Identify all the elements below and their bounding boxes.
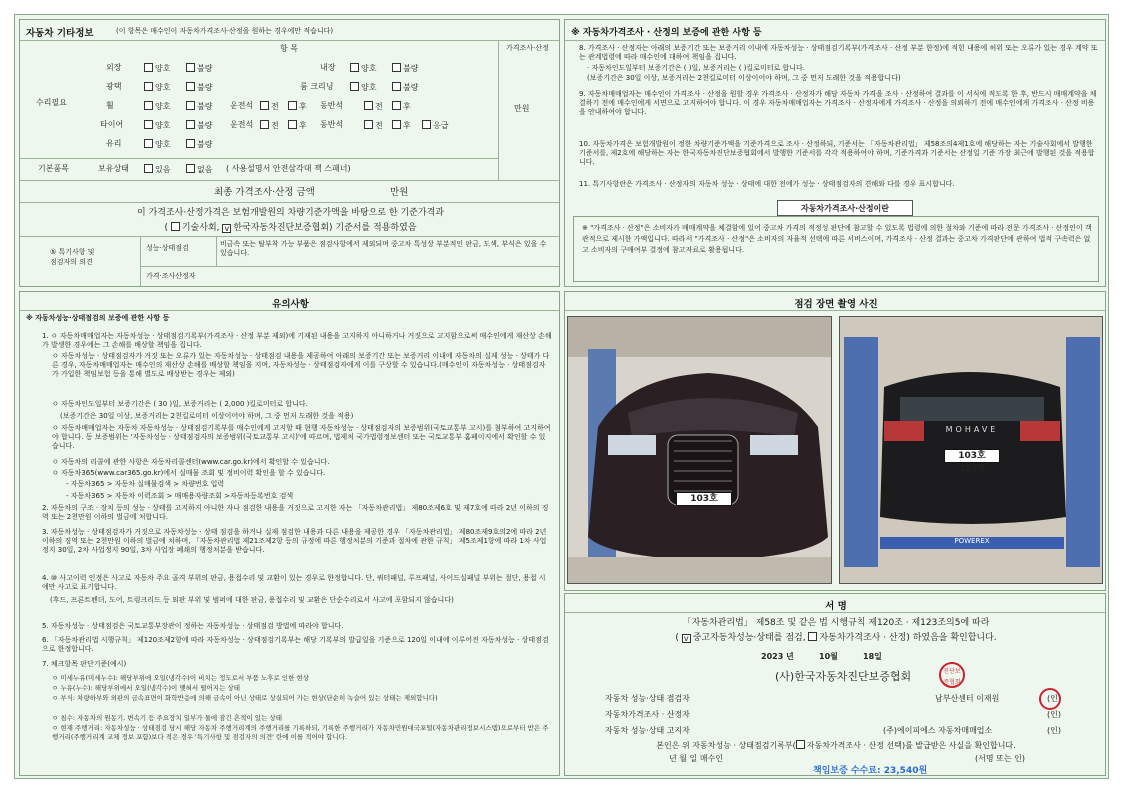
possession-yes[interactable]: 있음 — [144, 164, 170, 175]
warranty-panel — [564, 19, 1106, 287]
gloss-bad[interactable]: 불량 — [186, 82, 212, 93]
definition-box — [573, 216, 1099, 282]
basis-opt1-checkbox[interactable] — [171, 222, 180, 231]
inspection-record-page — [14, 14, 1109, 779]
room-clean-good[interactable]: 양호 — [350, 82, 376, 93]
basic-items: ( 사용설명서 안전삼각대 잭 스패너) — [226, 164, 351, 173]
caution-item1c: ㅇ 자동차인도일부터 보증기간은 ( 30 )일, 보증거리는 ( 2,000 )킬로미터로 합니다. — [52, 400, 308, 408]
caution-item1f: ㅇ 자동차의 리콜에 관한 사항은 자동차리콜센터(www.car.go.kr)에서 확인할 수 있습니다. — [52, 458, 330, 466]
role1-name: 남부산센터 이재원 — [935, 694, 1000, 703]
caution-item2: 2. 자동차의 구조 · 장치 등의 성능 · 상태를 고지하지 아니한 자나 점검한 내용을 거짓으로 고지한 자는 「자동차관리법」 제80조제6호 및 제7호에 따라 2년 이하의 징역 또는 2천만원 이하의 벌금에 처합니다. — [42, 504, 549, 521]
caution-item7d: ㅇ 침수: 자동차의 원동기, 변속기 등 주요장치 일부가 물에 잠긴 흔적이 있는 상태 — [52, 714, 282, 722]
org-name: (사)한국자동차진단보증협회 — [775, 670, 912, 683]
wheel-bad[interactable]: 불량 — [186, 101, 212, 112]
other-info-note: (이 항목은 매수인이 자동차가격조사·산정을 원하는 경우에만 적습니다) — [116, 27, 334, 35]
warranty-item9: 9. 자동차매매업자는 매수인이 가격조사 · 산정을 원할 경우 가격조사 · 산정자가 해당 자동차 가격을 조사 · 산정하여 결과를 이 서식에 적도록 한 후, 반드시 매매계약을 체결하기 전에 매수인에게 서면으로 고지하여야 합니다. 이 경우 자동차매매업자는 가격조사 · 산정자에게 가격조사 · 산정을 의뢰하기 전에 매수인에게 가격조사 · 산정 비용을 안내하여야 합니다. — [579, 90, 1097, 116]
row-gloss: 광택 — [106, 82, 122, 91]
price-check-label: 가격·조사산정자 — [146, 272, 196, 280]
row-wheel: 휠 — [106, 101, 114, 110]
role1-seal: (인) — [1047, 694, 1061, 703]
law-line: 「자동차관리법」 제58조 및 같은 법 시행규칙 제120조 · 제123조의5에 따라 — [682, 618, 990, 628]
check-line: ( v중고자동차성능·상태를 점검, 자동차가격조사 · 산정) 하였음을 확인합니다. — [565, 632, 1106, 643]
caution-item4: 4. ⑩ 사고이력 인정은 사고로 자동차 주요 골격 부위의 판금, 용접수리 및 교환이 있는 경우로 한정합니다. 단, 쿼터패널, 루프패널, 사이드실패널 부위는 절단, 용접 시에만 사고로 표기합니다. — [42, 574, 546, 591]
warranty-title: ※ 자동차가격조사 · 산정의 보증에 관한 사항 등 — [571, 28, 762, 38]
caution-item1b: ㅇ 자동차성능 · 상태점검자가 거짓 또는 오류가 있는 자동차성능 · 상태점검 내용을 제공하여 아래의 보증기간 또는 보증거리 이내에 자동차의 실제 성능 · 상태가 다른 경우, 자동차매매업자는 매수인의 재산상 손해를 배상할 책임을 지며, 자동차성능 · 상태점검자에게 이를 구상할 수 있습니다.(매수인이 자동차성능 · 상태점검자가 가입한 책임보험 등을 통해 별도로 배상받는 경우는 제외) — [52, 352, 550, 378]
row-exterior: 외장 — [106, 63, 122, 72]
warranty-item8: 8. 가격조사 · 산정자는 아래의 보증기간 또는 보증거리 이내에 자동차성능 · 상태점검기록부(가격조사 · 산정 부분 한정)에 적힌 내용에 허위 또는 오류가 있는 경우 계약 또는 관계법령에 따라 매수인에 대하여 책임을 집니다. — [579, 44, 1098, 61]
caution-panel — [19, 291, 560, 776]
warranty-item8-sub2: (보증기간은 30일 이상, 보증거리는 2천킬로미터 이상이어야 하며, 그 중 먼저 도래한 것을 적용합니다) — [587, 74, 901, 82]
tire-driver-rear[interactable]: 후 — [288, 120, 307, 131]
wheel-good[interactable]: 양호 — [144, 101, 170, 112]
other-info-panel — [19, 19, 560, 287]
wheel-passenger-label: 동반석 — [320, 101, 344, 110]
col-item: 항 목 — [280, 44, 298, 53]
interior-bad[interactable]: 불량 — [392, 63, 418, 74]
room-clean-bad[interactable]: 불량 — [392, 82, 418, 93]
special-label2: 점검자의 의견 — [50, 258, 93, 266]
row-tire: 타이어 — [100, 120, 124, 129]
warranty-item11: 11. 특기사항란은 가격조사 · 산정자의 자동차 성능 · 상태에 대한 전에가 성능 · 상태점검자의 견해와 다를 경우 표시합니다. — [579, 180, 955, 188]
final-price-unit: 만원 — [390, 187, 409, 198]
front-plate: 103호 2870 — [676, 492, 732, 506]
tire-passenger-rear[interactable]: 후 — [392, 120, 411, 131]
wheel-passenger-front[interactable]: 전 — [364, 101, 383, 112]
photos-title: 점검 장면 촬영 사진 — [794, 299, 878, 310]
date-day: 18일 — [863, 652, 882, 661]
caution-item7e: ㅇ 현재 주행거리: 자동차성능 · 상태점검 당시 해당 자동차 주행거리계의 주행거리를 기록하되, 기록한 주행거리가 자동차민원대국포털(자동차관리정보시스템)으로부터 받은 주행거리(주행거리계 교체 정보 포함)보다 적은 경우 '특기사항 및 점검자의 의견' 란에 이를 적어야 합니다. — [52, 724, 549, 741]
caution-subtitle: ※ 자동차성능·상태점검의 보증에 관한 사항 등 — [26, 314, 170, 322]
exterior-bad[interactable]: 불량 — [186, 63, 212, 74]
role3-seal: (인) — [1047, 726, 1061, 735]
role3-name: (주)에이피에스 자동차매매업소 — [883, 726, 993, 735]
date-line: 년 월 일 매수인 — [669, 754, 723, 763]
glass-good[interactable]: 양호 — [144, 139, 170, 150]
wheel-driver-front[interactable]: 전 — [260, 101, 279, 112]
inspect-text: 비금속 또는 탈부착 가능 부품은 점검사항에서 제외되며 중고차 특성상 부분적인 판금, 도색, 부식은 있을 수 있습니다. — [220, 240, 547, 257]
role2-label: 자동차가격조사 · 산정자 — [605, 710, 690, 719]
rear-badge: MOHAVE — [945, 425, 999, 434]
caution-item1g: ㅇ 자동차365(www.car365.go.kr)에서 실매물 조회 및 정비이력 확인을 할 수 있습니다. — [52, 469, 326, 477]
col-price: 가격조사·산정 — [506, 44, 549, 52]
other-info-title: 자동차 기타정보 — [26, 28, 94, 39]
row-interior: 내장 — [320, 63, 336, 72]
repair-label: 수리필요 — [36, 98, 67, 107]
definition-title: 자동차가격조사·산정이란 — [800, 204, 890, 213]
caution-item3: 3. 자동차성능 · 상태점검자가 거짓으로 자동차성능 · 상태 점검을 하거나 실제 점검한 내용과 다른 내용을 제공한 경우 「자동차관리법」 제80조제9호의2에 따라 2년 이하의 징역 또는 2천만원 이하의 벌금에 처하며, 「자동차관리법 제21조제2항 등의 규정에 따른 행정처분의 기준과 절차에 관한 규칙」 제5조제1항에 따라 1차 사업정지 30일, 2차 사업정지 90일, 3차 사업장 폐쇄의 행정처분을 받습니다. — [42, 528, 547, 554]
possession-label: 보유상태 — [98, 164, 129, 173]
wheel-driver-rear[interactable]: 후 — [288, 101, 307, 112]
date-year: 2023 년 — [761, 652, 794, 661]
photos-panel — [564, 291, 1106, 591]
receipt-checkbox[interactable] — [796, 740, 805, 749]
receipt-line: 본인은 위 자동차성능 · 상태점검기록부( 자동차가격조사 · 산정 선택)를 발급받은 사실을 확인합니다. — [656, 741, 1016, 750]
row-room-clean: 룸 크리닝 — [300, 82, 334, 91]
basis-line2: ( 기술사회, v 한국자동차진단보증협회) 기준서를 적용하였음 — [20, 222, 560, 233]
caution-item7c: ㅇ 부식: 차량하부와 외판의 금속표면이 화학반응에 의해 금속이 아닌 상태로 상실되어 가는 현상(단순히 녹슬어 있는 상태는 제외합니다) — [52, 694, 438, 702]
definition-title-box — [777, 200, 913, 216]
signature-panel — [564, 593, 1106, 776]
gloss-good[interactable]: 양호 — [144, 82, 170, 93]
exterior-good[interactable]: 양호 — [144, 63, 170, 74]
basis-line1: 이 가격조사·산정가격은 보험개발원의 차량기준가액을 바탕으로 한 기준가격과 — [137, 208, 444, 218]
check1-checkbox[interactable] — [682, 634, 691, 643]
caution-item7: 7. 체크항목 판단기준(예시) — [42, 660, 127, 668]
special-label1: ⑤ 특기사항 및 — [50, 248, 95, 256]
caution-item1d: (보증기간은 30일 이상, 보증거리는 2천킬로미터 이상이어야 하며, 그 중 먼저 도래한 것을 적용) — [60, 412, 354, 420]
check2-checkbox[interactable] — [808, 632, 817, 641]
buyer-sign: (서명 또는 인) — [975, 754, 1025, 763]
wheel-driver-label: 운전석 — [230, 101, 254, 110]
inspect-label: 성능·상태점검 — [146, 244, 189, 252]
definition-text: ※ "가격조사 · 산정"은 소비자가 매매계약을 체결함에 있어 중고차 가격의 적정성 판단에 참고할 수 있도록 법령에 의한 절차와 기준에 따라 전문 가격조사 · 산정인이 객관적으로 제시한 가액입니다. 따라서 "가격조사 · 산정"은 소비자의 자율적 선택에 따른 서비스이며, 가격조사 · 산정 결과는 중고차 가격판단에 관하여 법적 구속력은 없고 소비자의 구매여부 결정에 참고자료로 활용됩니다. — [582, 224, 1092, 254]
caution-item1i: - 자동차365 > 자동차 이력조회 > 매매용자량조회 >자동차등록번호 검색 — [66, 492, 294, 500]
role3-label: 자동차 성능·상태 고지자 — [605, 726, 690, 735]
caution-item4b: (후드, 프론트펜더, 도어, 트렁크리드 등 외판 부위 및 범퍼에 대한 판금, 용접수리 및 교환은 단순수리로서 사고에 포함되지 않습니다) — [50, 596, 454, 604]
tire-good[interactable]: 양호 — [144, 120, 170, 131]
signature-title: 서 명 — [825, 601, 847, 612]
basic-label: 기본품목 — [38, 164, 69, 173]
role2-seal: (인) — [1047, 710, 1061, 719]
caution-item1h: - 자동차365 > 자동차 실매물검색 > 차량번호 입력 — [66, 480, 225, 488]
caution-item6: 6. 「자동차관리법 시행규칙」 제120조제2항에 따라 자동차성능 · 상태점검기록부는 해당 기록부의 발급일을 기준으로 120일 이내에 이루어진 자동차성능 · 상태점검으로 한정합니다. — [42, 636, 549, 653]
price-unit: 만원 — [514, 104, 530, 113]
rear-photo — [839, 316, 1103, 584]
fee-line: 책임보증 수수료: 23,540원 — [813, 766, 928, 776]
warranty-item10: 10. 자동차가격은 보험개발원이 정한 차량기준가액을 기준가격으로 조사 · 산정하되, 기준서는 「자동차관리법」 제58조의4제1호에 해당하는 자는 기술사회에서 발행한 기준서를, 제2호에 해당하는 자는 한국자동차진단보증협회에서 발행한 기준서를 각각 적용하여야 하며, 기준가격과 기준서는 산정일 기준 가장 최근에 발행된 것을 적용합니다. — [579, 140, 1095, 166]
caution-title: 유의사항 — [272, 299, 309, 310]
tire-bad[interactable]: 불량 — [186, 120, 212, 131]
wheel-passenger-rear[interactable]: 후 — [392, 101, 411, 112]
tire-driver-label: 운전석 — [230, 120, 254, 129]
caution-item7b: ㅇ 누유(누수): 해당부위에서 오일(냉각수)이 맺혀서 떨어지는 상태 — [52, 684, 240, 692]
caution-item7a: ㅇ 미세누유(미세누수): 해당부위에 오일(냉각수)이 비치는 정도로서 부품 노후로 인한 현상 — [52, 674, 309, 682]
possession-no[interactable]: 없음 — [186, 164, 212, 175]
org-seal: 진단보증협회 — [939, 662, 965, 688]
tire-emergency[interactable]: 응급 — [422, 120, 448, 131]
role1-label: 자동차 성능·상태 점검자 — [605, 694, 690, 703]
warranty-item8-sub: · 자동차인도일부터 보증기간은 ( )일, 보증거리는 ( )킬로미터로 합니다. — [587, 64, 805, 72]
basis-opt2-checkbox[interactable] — [222, 224, 231, 233]
tire-passenger-front[interactable]: 전 — [364, 120, 383, 131]
interior-good[interactable]: 양호 — [350, 63, 376, 74]
final-price-label: 최종 가격조사·산정 금액 — [214, 187, 315, 198]
caution-item1e: ㅇ 자동차매매업자는 자동차 자동차성능 · 상태점검기록부를 매수인에게 고지할 때 현행 자동차성능 · 상태점검자의 보증범위(국토교통부 고시)를 첨부하여 고지하여야 합니다. 동 보증범위는 '자동차성능 · 상태점검자의 보증범위(국토교통부 고시)'에 따르며, 법제처 국가법령정보센터 또는 국토교통부 홈페이지에서 확인할 수 있습니다. — [52, 424, 551, 450]
caution-item1: 1. ㅇ 자동차매매업자는 자동차성능 · 상태점검기록부(가격조사 · 산정 부분 제외)에 기재된 내용을 고지하지 아니하거나 거짓으로 고지함으로써 매수인에게 재산상 손해가 발생한 경우에는 그 손해를 배상할 책임을 집니다. — [42, 332, 552, 349]
rear-plate: 103호 2870 — [944, 449, 1000, 463]
glass-bad[interactable]: 불량 — [186, 139, 212, 150]
role1-stamp — [1039, 688, 1061, 710]
tire-driver-front[interactable]: 전 — [260, 120, 279, 131]
lift-brand: POWEREX — [954, 537, 990, 545]
caution-item5: 5. 자동차성능 · 상태점검은 국토교통부장관이 정하는 자동차성능 · 상태점검 방법에 따라야 합니다. — [42, 622, 344, 630]
tire-passenger-label: 동반석 — [320, 120, 344, 129]
row-glass: 유리 — [106, 139, 122, 148]
front-photo — [567, 316, 832, 584]
date-month: 10월 — [819, 652, 838, 661]
